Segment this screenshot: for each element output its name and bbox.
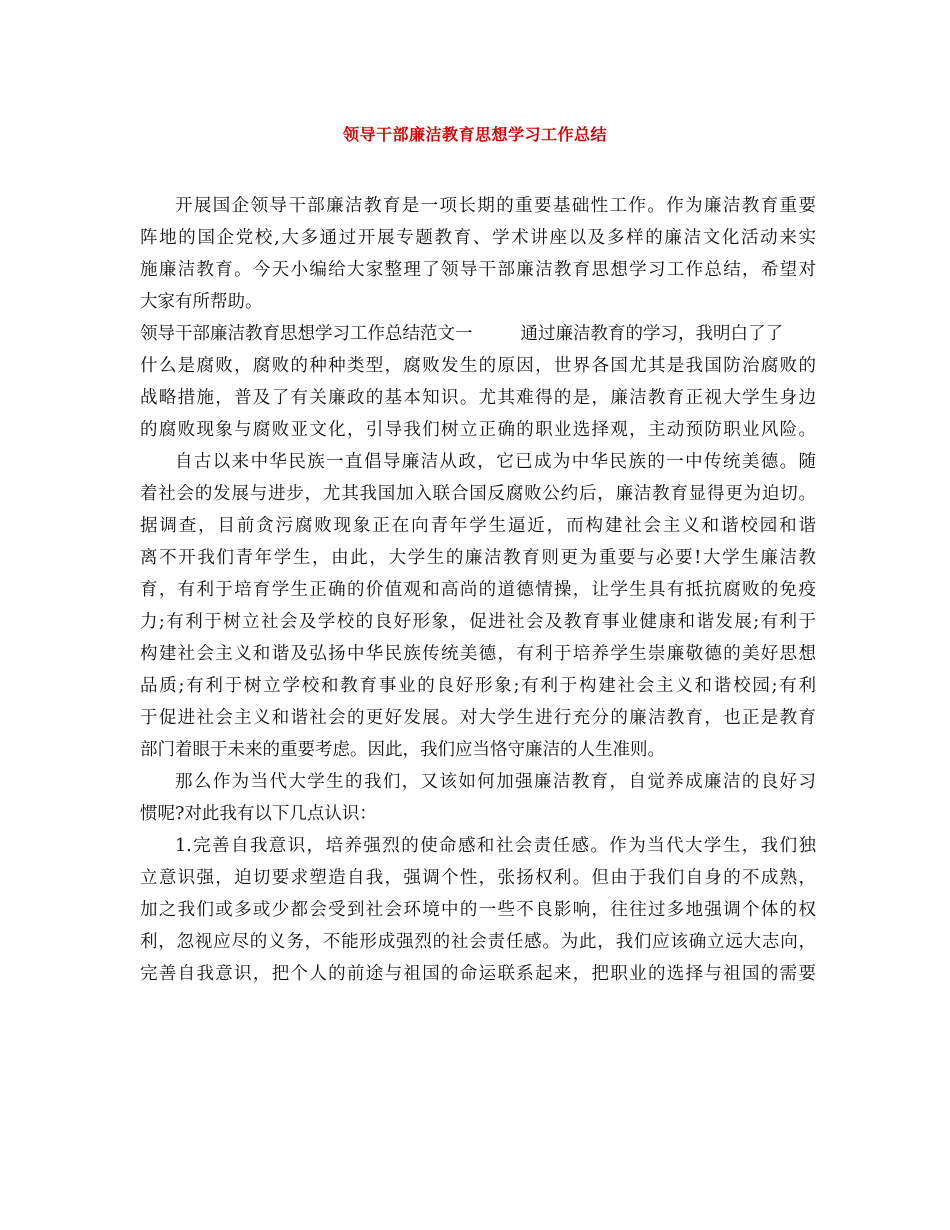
- text-line: 据调查，目前贪污腐败现象正在向青年学生逼近，而构建社会主义和谐校园和谐: [140, 516, 816, 536]
- document-title: 领导干部廉洁教育思想学习工作总结: [342, 125, 607, 144]
- text-line: 完善自我意识，把个人的前途与祖国的命运联系起来，把职业的选择与祖国的需要: [140, 964, 816, 984]
- text-line: 那么作为当代大学生的我们，又该如何加强廉洁教育，自觉养成廉洁的良好习: [175, 772, 816, 792]
- text-line: 部门着眼于未来的重要考虑。因此，我们应当恪守廉洁的人生准则。: [140, 740, 665, 760]
- text-line: 施廉洁教育。今天小编给大家整理了领导干部廉洁教育思想学习工作总结，希望对: [140, 260, 816, 280]
- section-heading: 领导干部廉洁教育思想学习工作总结范文一: [140, 324, 473, 344]
- document-body: [140, 190, 816, 990]
- text-line: 利，忽视应尽的义务，不能形成强烈的社会责任感。为此，我们应该确立远大志向，: [140, 932, 816, 952]
- text-segment: 通过廉洁教育的学习，我明白了了: [520, 324, 783, 344]
- text-line: 大家有所帮助。: [140, 292, 263, 312]
- text-line-with-heading: [140, 318, 816, 350]
- text-line: 开展国企领导干部廉洁教育是一项长期的重要基础性工作。作为廉洁教育重要: [175, 196, 816, 216]
- text-line: 加之我们或多或少都会受到社会环境中的一些不良影响，往往过多地强调个体的权: [140, 900, 816, 920]
- text-line: 战略措施，普及了有关廉政的基本知识。尤其难得的是，廉洁教育正视大学生身边: [140, 388, 816, 408]
- text-line: 的腐败现象与腐败亚文化，引导我们树立正确的职业选择观，主动预防职业风险。: [140, 420, 816, 440]
- text-line: 育，有利于培育学生正确的价值观和高尚的道德情操，让学生具有抵抗腐败的免疫: [140, 580, 816, 600]
- text-line: 惯呢?对此我有以下几点认识：: [140, 804, 377, 824]
- text-line: 1.完善自我意识，培养强烈的使命感和社会责任感。作为当代大学生，我们独: [175, 836, 816, 856]
- text-line: 阵地的国企党校,大多通过开展专题教育、学术讲座以及多样的廉洁文化活动来实: [140, 228, 816, 248]
- text-line: 构建社会主义和谐及弘扬中华民族传统美德，有利于培养学生崇廉敬德的美好思想: [140, 644, 816, 664]
- text-line: 力;有利于树立社会及学校的良好形象，促进社会及教育事业健康和谐发展;有利于: [140, 612, 816, 632]
- text-line: 立意识强，迫切要求塑造自我，强调个性，张扬权利。但由于我们自身的不成熟，: [140, 868, 816, 888]
- text-line: 自古以来中华民族一直倡导廉洁从政，它已成为中华民族的一中传统美德。随: [175, 452, 816, 472]
- text-line: 品质;有利于树立学校和教育事业的良好形象;有利于构建社会主义和谐校园;有利: [140, 676, 816, 696]
- text-line: 于促进社会主义和谐社会的更好发展。对大学生进行充分的廉洁教育，也正是教育: [140, 708, 816, 728]
- text-line: 什么是腐败，腐败的种种类型，腐败发生的原因，世界各国尤其是我国防治腐败的: [140, 356, 816, 376]
- text-line: 着社会的发展与进步，尤其我国加入联合国反腐败公约后，廉洁教育显得更为迫切。: [140, 484, 816, 504]
- text-line: 离不开我们青年学生，由此，大学生的廉洁教育则更为重要与必要!大学生廉洁教: [140, 548, 816, 568]
